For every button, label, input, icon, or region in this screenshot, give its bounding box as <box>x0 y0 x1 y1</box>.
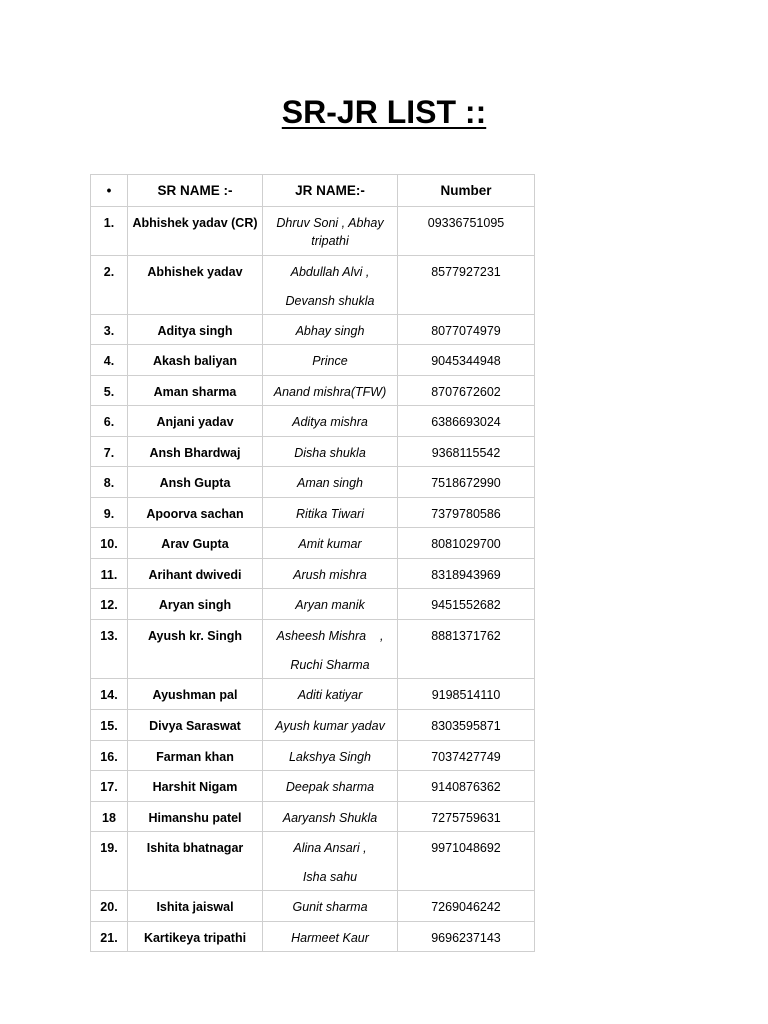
row-serial: 14. <box>100 688 118 702</box>
row-sr-name: Kartikeya tripathi <box>143 931 247 945</box>
row-jr-name: Aryan manik <box>295 598 365 612</box>
table-row <box>91 559 535 589</box>
row-serial: 4. <box>103 354 115 368</box>
row-jr-name: Harmeet Kaur <box>291 931 369 945</box>
row-number: 9198514110 <box>431 688 501 702</box>
table-row <box>91 589 535 620</box>
row-number: 9045344948 <box>431 354 501 368</box>
table-row <box>91 256 535 315</box>
table-row <box>91 741 535 771</box>
row-jr-name: Dhruv Soni , Abhay tripathi <box>276 216 384 248</box>
table-row <box>91 710 535 741</box>
row-sr-name: Arihant dwivedi <box>148 568 242 582</box>
page-title: SR-JR LIST :: <box>281 94 487 130</box>
row-serial: 16. <box>100 750 118 764</box>
row-sr-name: Ayushman pal <box>152 688 238 702</box>
row-sr-name: Aman sharma <box>153 385 237 399</box>
row-number: 8081029700 <box>431 537 501 551</box>
table-row <box>91 498 535 528</box>
row-serial: 3. <box>103 324 115 338</box>
row-jr-name: Aman singh <box>296 476 363 490</box>
table-row <box>91 620 535 679</box>
table-header-row <box>91 175 535 207</box>
row-number: 8881371762 <box>431 629 501 643</box>
row-number: 7269046242 <box>431 900 501 914</box>
row-sr-name: Ayush kr. Singh <box>147 629 242 643</box>
row-sr-name: Ansh Gupta <box>159 476 231 490</box>
table-row <box>91 802 535 832</box>
header-number: Number <box>398 175 535 207</box>
row-serial: 12. <box>100 598 118 612</box>
row-jr-name: Deepak sharma <box>285 780 375 794</box>
table-row <box>91 528 535 559</box>
row-serial: 11. <box>100 568 118 582</box>
header-sr-name: SR NAME :- <box>128 175 263 207</box>
row-jr-name: Lakshya Singh <box>288 750 371 764</box>
row-number: 7037427749 <box>431 750 501 764</box>
sr-jr-table <box>90 174 535 952</box>
row-jr-name: Ritika Tiwari <box>296 507 364 521</box>
row-number: 6386693024 <box>431 415 501 429</box>
table-row <box>91 315 535 345</box>
row-serial: 17. <box>100 780 118 794</box>
row-jr-name: Amit kumar <box>298 537 362 551</box>
row-jr-name: Ayush kumar yadav <box>275 719 385 733</box>
row-number: 8303595871 <box>431 719 501 733</box>
row-jr-name: Isha sahu <box>302 870 358 884</box>
row-serial: 21. <box>100 931 118 945</box>
table-row <box>91 832 535 891</box>
table-row <box>91 207 535 256</box>
row-sr-name: Aryan singh <box>158 598 232 612</box>
row-sr-name: Abhishek yadav (CR) <box>132 216 258 230</box>
row-serial: 19. <box>100 841 118 855</box>
row-sr-name: Himanshu patel <box>148 811 242 825</box>
row-jr-name: Abhay singh <box>295 324 365 338</box>
row-serial: 15. <box>100 719 118 733</box>
row-serial: 9. <box>103 507 115 521</box>
row-sr-name: Farman khan <box>156 750 234 764</box>
row-sr-name: Akash baliyan <box>152 354 238 368</box>
row-jr-name: Anand mishra(TFW) <box>273 385 387 399</box>
row-number: 7275759631 <box>431 811 501 825</box>
row-serial: 18 <box>102 811 116 825</box>
row-serial: 7. <box>103 446 115 460</box>
row-serial: 13. <box>100 629 118 643</box>
row-sr-name: Harshit Nigam <box>152 780 238 794</box>
row-sr-name: Anjani yadav <box>156 415 234 429</box>
row-jr-name: Aaryansh Shukla <box>282 811 378 825</box>
row-serial: 20. <box>100 900 118 914</box>
row-number: 9451552682 <box>431 598 501 612</box>
row-jr-name: Aditya mishra <box>292 415 368 429</box>
table-row <box>91 679 535 710</box>
row-jr-name: Abdullah Alvi , <box>290 265 370 279</box>
row-jr-name: Asheesh Mishra , <box>276 629 384 643</box>
row-number: 9696237143 <box>431 931 501 945</box>
row-number: 9971048692 <box>431 841 501 855</box>
row-jr-name: Devansh shukla <box>285 294 375 308</box>
row-jr-name: Prince <box>312 354 348 368</box>
table-row <box>91 891 535 922</box>
row-serial: 6. <box>103 415 115 429</box>
row-jr-name: Aditi katiyar <box>297 688 363 702</box>
row-sr-name: Aditya singh <box>157 324 233 338</box>
row-number: 8707672602 <box>431 385 501 399</box>
row-number: 09336751095 <box>427 216 505 230</box>
table-row <box>91 376 535 406</box>
row-number: 9368115542 <box>431 446 501 460</box>
row-serial: 2. <box>103 265 115 279</box>
row-number: 7518672990 <box>431 476 501 490</box>
row-jr-name: Ruchi Sharma <box>290 658 370 672</box>
row-serial: 5. <box>103 385 115 399</box>
row-sr-name: Arav Gupta <box>161 537 229 551</box>
row-sr-name: Ishita bhatnagar <box>146 841 244 855</box>
row-sr-name: Apoorva sachan <box>146 507 244 521</box>
row-serial: 8. <box>103 476 115 490</box>
row-number: 8577927231 <box>431 265 501 279</box>
row-number: 7379780586 <box>431 507 501 521</box>
table-row <box>91 467 535 498</box>
table-row <box>91 771 535 802</box>
row-jr-name: Arush mishra <box>293 568 367 582</box>
row-number: 8077074979 <box>431 324 501 338</box>
header-serial: • <box>91 175 128 207</box>
row-sr-name: Abhishek yadav <box>147 265 243 279</box>
header-jr-name: JR NAME:- <box>263 175 398 207</box>
row-serial: 1. <box>103 216 115 230</box>
table-row <box>91 406 535 437</box>
row-jr-name: Gunit sharma <box>292 900 368 914</box>
row-sr-name: Ansh Bhardwaj <box>149 446 241 460</box>
row-number: 8318943969 <box>431 568 501 582</box>
row-jr-name: Disha shukla <box>294 446 366 460</box>
row-serial: 10. <box>100 537 118 551</box>
table-row <box>91 345 535 376</box>
row-number: 9140876362 <box>431 780 501 794</box>
row-sr-name: Divya Saraswat <box>149 719 241 733</box>
row-jr-name: Alina Ansari , <box>293 841 367 855</box>
table-row <box>91 922 535 952</box>
row-sr-name: Ishita jaiswal <box>156 900 234 914</box>
table-row <box>91 437 535 467</box>
